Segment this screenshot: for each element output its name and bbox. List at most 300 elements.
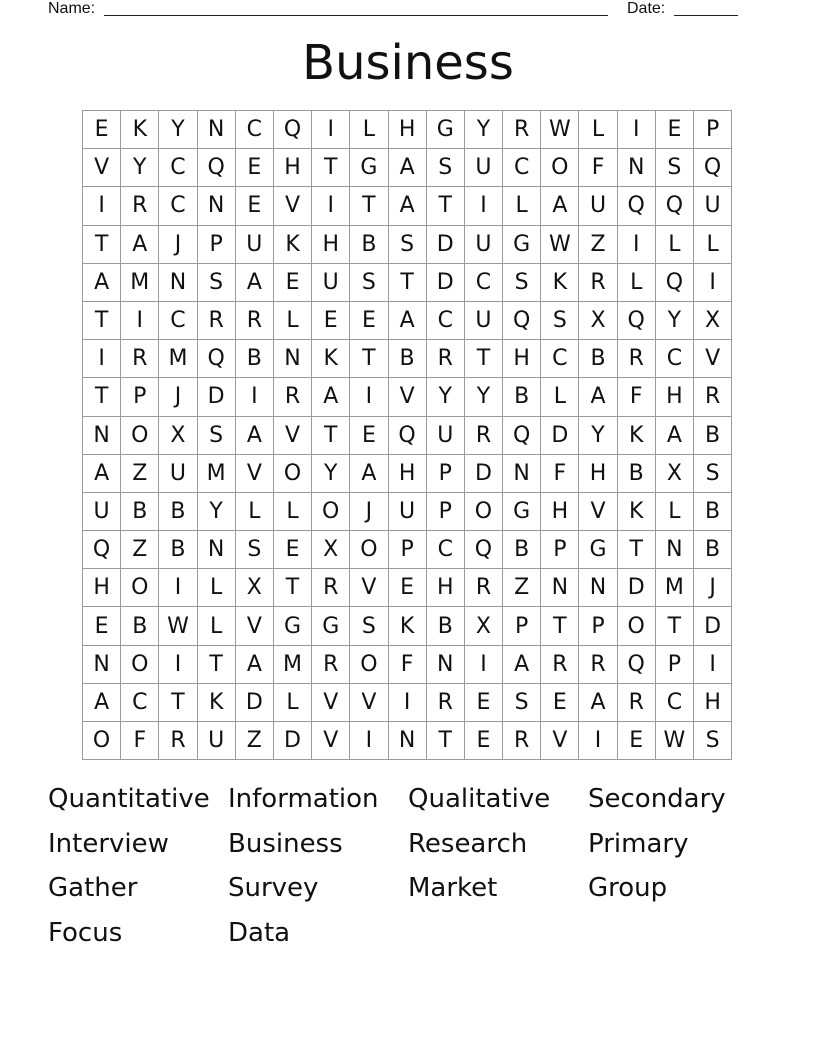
grid-cell[interactable]: D (274, 722, 312, 760)
grid-cell[interactable]: R (503, 111, 541, 149)
grid-cell[interactable]: L (350, 111, 388, 149)
grid-cell[interactable]: C (503, 149, 541, 187)
grid-cell[interactable]: X (465, 607, 503, 645)
date-label: Date: (627, 0, 666, 17)
grid-cell[interactable]: W (656, 722, 694, 760)
grid-cell[interactable]: B (503, 378, 541, 416)
grid-cell[interactable]: B (427, 607, 465, 645)
grid-cell[interactable]: C (541, 340, 579, 378)
grid-cell[interactable]: Y (198, 493, 236, 531)
grid-cell[interactable]: O (121, 569, 159, 607)
grid-cell[interactable]: A (83, 684, 121, 722)
grid-cell[interactable]: L (274, 493, 312, 531)
grid-cell[interactable]: H (312, 226, 350, 264)
grid-cell[interactable]: I (312, 187, 350, 225)
grid-cell[interactable]: J (159, 378, 197, 416)
grid-cell[interactable]: K (198, 684, 236, 722)
grid-cell[interactable]: V (541, 722, 579, 760)
grid-cell[interactable]: J (159, 226, 197, 264)
grid-cell[interactable]: T (465, 340, 503, 378)
grid-cell[interactable]: P (579, 607, 617, 645)
grid-cell[interactable]: R (618, 340, 656, 378)
grid-cell[interactable]: X (579, 302, 617, 340)
grid-cell[interactable]: D (694, 607, 732, 645)
grid-cell[interactable]: S (656, 149, 694, 187)
grid-cell[interactable]: I (618, 226, 656, 264)
grid-cell[interactable]: R (274, 378, 312, 416)
grid-cell[interactable]: V (579, 493, 617, 531)
grid-cell[interactable]: B (121, 607, 159, 645)
grid-cell[interactable]: P (541, 531, 579, 569)
grid-cell[interactable]: D (198, 378, 236, 416)
grid-cell[interactable]: Z (121, 531, 159, 569)
grid-cell[interactable]: E (83, 607, 121, 645)
grid-cell[interactable]: U (694, 187, 732, 225)
word-bank-item: Focus (48, 918, 123, 949)
grid-cell[interactable]: P (503, 607, 541, 645)
grid-cell[interactable]: T (427, 187, 465, 225)
grid-cell[interactable]: Y (465, 111, 503, 149)
grid-cell[interactable]: K (312, 340, 350, 378)
grid-cell[interactable]: A (312, 378, 350, 416)
grid-cell[interactable]: W (159, 607, 197, 645)
grid-cell[interactable]: A (236, 646, 274, 684)
grid-cell[interactable]: E (350, 417, 388, 455)
grid-cell[interactable]: T (83, 226, 121, 264)
grid-cell[interactable]: A (389, 187, 427, 225)
grid-cell[interactable]: K (618, 417, 656, 455)
grid-cell[interactable]: S (541, 302, 579, 340)
grid-cell[interactable]: O (83, 722, 121, 760)
grid-cell[interactable]: I (83, 187, 121, 225)
grid-cell[interactable]: E (274, 531, 312, 569)
grid-cell[interactable]: H (541, 493, 579, 531)
grid-cell[interactable]: I (465, 187, 503, 225)
grid-cell[interactable]: Y (465, 378, 503, 416)
grid-cell[interactable]: E (350, 302, 388, 340)
grid-cell[interactable]: Y (656, 302, 694, 340)
grid-cell[interactable]: T (274, 569, 312, 607)
grid-cell[interactable]: R (579, 646, 617, 684)
grid-cell[interactable]: J (350, 493, 388, 531)
word-bank-item: Business (228, 828, 343, 859)
grid-cell[interactable]: C (427, 302, 465, 340)
grid-cell[interactable]: O (465, 493, 503, 531)
grid-cell[interactable]: T (83, 378, 121, 416)
grid-cell[interactable]: I (159, 646, 197, 684)
grid-cell[interactable]: H (656, 378, 694, 416)
grid-cell[interactable]: Q (198, 340, 236, 378)
grid-cell[interactable]: V (350, 569, 388, 607)
word-bank-item: Interview (48, 828, 169, 859)
grid-cell[interactable]: Q (198, 149, 236, 187)
grid-cell[interactable]: D (618, 569, 656, 607)
grid-cell[interactable]: L (198, 607, 236, 645)
grid-cell[interactable]: G (503, 493, 541, 531)
grid-cell[interactable]: C (656, 684, 694, 722)
grid-cell[interactable]: Q (83, 531, 121, 569)
grid-cell[interactable]: S (503, 684, 541, 722)
grid-cell[interactable]: B (618, 455, 656, 493)
grid-cell[interactable]: A (350, 455, 388, 493)
grid-cell[interactable]: U (465, 149, 503, 187)
grid-cell[interactable]: B (236, 340, 274, 378)
grid-cell[interactable]: R (541, 646, 579, 684)
grid-cell[interactable]: H (427, 569, 465, 607)
grid-cell[interactable]: O (121, 646, 159, 684)
grid-cell[interactable]: C (656, 340, 694, 378)
word-bank-item: Data (228, 918, 291, 949)
grid-cell[interactable]: O (350, 531, 388, 569)
grid-cell[interactable]: K (618, 493, 656, 531)
grid-cell[interactable]: N (198, 531, 236, 569)
word-bank-item: Secondary (588, 784, 726, 814)
grid-cell[interactable]: T (83, 302, 121, 340)
grid-cell[interactable]: R (198, 302, 236, 340)
grid-cell[interactable]: D (541, 417, 579, 455)
grid-cell[interactable]: R (121, 340, 159, 378)
grid-cell[interactable]: L (618, 264, 656, 302)
grid-cell[interactable]: T (389, 264, 427, 302)
name-blank-line[interactable] (104, 15, 608, 16)
grid-cell[interactable]: V (312, 684, 350, 722)
grid-cell[interactable]: Q (465, 531, 503, 569)
grid-cell[interactable]: E (465, 722, 503, 760)
grid-cell[interactable]: B (389, 340, 427, 378)
grid-cell[interactable]: A (579, 378, 617, 416)
grid-cell[interactable]: S (503, 264, 541, 302)
grid-cell[interactable]: I (350, 722, 388, 760)
grid-cell[interactable]: C (159, 149, 197, 187)
grid-cell[interactable]: P (121, 378, 159, 416)
grid-cell[interactable]: F (121, 722, 159, 760)
grid-cell[interactable]: U (198, 722, 236, 760)
date-blank-line[interactable] (674, 15, 738, 16)
grid-cell[interactable]: Q (618, 187, 656, 225)
grid-cell[interactable]: W (541, 111, 579, 149)
grid-cell[interactable]: T (618, 531, 656, 569)
grid-cell[interactable]: M (274, 646, 312, 684)
grid-cell[interactable]: O (541, 149, 579, 187)
grid-cell[interactable]: E (389, 569, 427, 607)
grid-cell[interactable]: M (656, 569, 694, 607)
grid-cell[interactable]: N (159, 264, 197, 302)
grid-cell[interactable]: A (389, 302, 427, 340)
grid-cell[interactable]: N (579, 569, 617, 607)
grid-cell[interactable]: G (274, 607, 312, 645)
grid-cell[interactable]: Y (579, 417, 617, 455)
grid-cell[interactable]: U (236, 226, 274, 264)
grid-cell[interactable]: Q (389, 417, 427, 455)
grid-cell[interactable]: Q (694, 149, 732, 187)
grid-cell[interactable]: N (427, 646, 465, 684)
grid-cell[interactable]: R (236, 302, 274, 340)
grid-cell[interactable]: E (312, 302, 350, 340)
grid-cell[interactable]: L (579, 111, 617, 149)
grid-cell[interactable]: A (121, 226, 159, 264)
grid-cell[interactable]: R (121, 187, 159, 225)
grid-cell[interactable]: R (465, 569, 503, 607)
grid-cell[interactable]: F (618, 378, 656, 416)
grid-cell[interactable]: N (389, 722, 427, 760)
grid-cell[interactable]: E (236, 187, 274, 225)
grid-cell[interactable]: I (312, 111, 350, 149)
grid-cell[interactable]: R (312, 646, 350, 684)
grid-cell[interactable]: I (694, 264, 732, 302)
grid-cell[interactable]: X (236, 569, 274, 607)
grid-cell[interactable]: C (121, 684, 159, 722)
grid-cell[interactable]: V (694, 340, 732, 378)
grid-cell[interactable]: L (274, 302, 312, 340)
grid-cell[interactable]: S (350, 264, 388, 302)
grid-cell[interactable]: O (312, 493, 350, 531)
grid-cell[interactable]: C (236, 111, 274, 149)
grid-cell[interactable]: I (350, 378, 388, 416)
grid-cell[interactable]: V (236, 455, 274, 493)
grid-cell[interactable]: X (159, 417, 197, 455)
grid-cell[interactable]: Z (579, 226, 617, 264)
grid-cell[interactable]: K (541, 264, 579, 302)
grid-cell[interactable]: C (159, 302, 197, 340)
grid-cell[interactable]: G (350, 149, 388, 187)
grid-cell[interactable]: L (198, 569, 236, 607)
grid-cell[interactable]: E (541, 684, 579, 722)
grid-cell[interactable]: K (389, 607, 427, 645)
grid-cell[interactable]: I (159, 569, 197, 607)
word-bank-item: Group (588, 873, 668, 904)
grid-cell[interactable]: L (656, 493, 694, 531)
grid-cell[interactable]: A (389, 149, 427, 187)
grid-cell[interactable]: B (503, 531, 541, 569)
grid-cell[interactable]: P (198, 226, 236, 264)
grid-cell[interactable]: A (236, 417, 274, 455)
grid-cell[interactable]: I (121, 302, 159, 340)
grid-cell[interactable]: D (465, 455, 503, 493)
grid-cell[interactable]: T (350, 187, 388, 225)
grid-cell[interactable]: V (274, 187, 312, 225)
grid-cell[interactable]: V (350, 684, 388, 722)
grid-cell[interactable]: I (83, 340, 121, 378)
grid-cell[interactable]: Z (503, 569, 541, 607)
grid-cell[interactable]: K (274, 226, 312, 264)
grid-cell[interactable]: I (236, 378, 274, 416)
grid-cell[interactable]: H (389, 111, 427, 149)
grid-cell[interactable]: B (121, 493, 159, 531)
grid-cell[interactable]: Q (618, 302, 656, 340)
grid-cell[interactable]: S (694, 455, 732, 493)
grid-cell[interactable]: X (312, 531, 350, 569)
grid-cell[interactable]: U (83, 493, 121, 531)
grid-cell[interactable]: Q (503, 302, 541, 340)
grid-cell[interactable]: Q (656, 187, 694, 225)
grid-cell[interactable]: X (694, 302, 732, 340)
grid-cell[interactable]: P (427, 455, 465, 493)
grid-cell[interactable]: M (198, 455, 236, 493)
grid-cell[interactable]: H (83, 569, 121, 607)
grid-cell[interactable]: F (579, 149, 617, 187)
grid-cell[interactable]: Q (274, 111, 312, 149)
grid-cell[interactable]: E (618, 722, 656, 760)
grid-cell[interactable]: S (350, 607, 388, 645)
grid-cell[interactable]: Y (159, 111, 197, 149)
grid-cell[interactable]: E (274, 264, 312, 302)
grid-cell[interactable]: N (83, 417, 121, 455)
grid-cell[interactable]: A (83, 455, 121, 493)
grid-cell[interactable]: H (503, 340, 541, 378)
grid-cell[interactable]: O (350, 646, 388, 684)
grid-cell[interactable]: V (83, 149, 121, 187)
grid-cell[interactable]: V (389, 378, 427, 416)
grid-cell[interactable]: C (465, 264, 503, 302)
grid-cell[interactable]: Q (656, 264, 694, 302)
grid-cell[interactable]: T (350, 340, 388, 378)
grid-cell[interactable]: U (579, 187, 617, 225)
grid-cell[interactable]: A (656, 417, 694, 455)
word-bank (48, 780, 768, 959)
grid-cell[interactable]: I (465, 646, 503, 684)
grid-cell[interactable]: I (389, 684, 427, 722)
grid-cell[interactable]: L (541, 378, 579, 416)
grid-cell[interactable]: B (579, 340, 617, 378)
grid-cell[interactable]: U (465, 302, 503, 340)
grid-cell[interactable]: R (159, 722, 197, 760)
grid-cell[interactable]: G (427, 111, 465, 149)
grid-cell[interactable]: Z (121, 455, 159, 493)
grid-cell[interactable]: H (389, 455, 427, 493)
grid-cell[interactable]: P (656, 646, 694, 684)
grid-cell[interactable]: J (694, 569, 732, 607)
grid-cell[interactable]: Z (236, 722, 274, 760)
grid-cell[interactable]: V (274, 417, 312, 455)
grid-cell[interactable]: D (236, 684, 274, 722)
grid-cell[interactable]: C (159, 187, 197, 225)
grid-cell[interactable]: N (656, 531, 694, 569)
grid-cell[interactable]: Q (618, 646, 656, 684)
grid-cell[interactable]: K (121, 111, 159, 149)
grid-cell[interactable]: Y (312, 455, 350, 493)
grid-cell[interactable]: Y (427, 378, 465, 416)
grid-cell[interactable]: T (541, 607, 579, 645)
grid-cell[interactable]: B (694, 417, 732, 455)
grid-cell[interactable]: N (198, 187, 236, 225)
grid-cell[interactable]: E (83, 111, 121, 149)
grid-cell[interactable]: S (389, 226, 427, 264)
grid-cell[interactable]: N (274, 340, 312, 378)
grid-cell[interactable]: R (694, 378, 732, 416)
grid-cell[interactable]: Q (503, 417, 541, 455)
grid-cell[interactable]: S (236, 531, 274, 569)
grid-cell[interactable]: H (579, 455, 617, 493)
grid-cell[interactable]: R (312, 569, 350, 607)
grid-cell[interactable]: V (312, 722, 350, 760)
grid-cell[interactable]: T (427, 722, 465, 760)
grid-cell[interactable]: I (694, 646, 732, 684)
grid-cell[interactable]: L (656, 226, 694, 264)
grid-cell[interactable]: S (198, 264, 236, 302)
grid-cell[interactable]: B (694, 493, 732, 531)
grid-cell[interactable]: U (312, 264, 350, 302)
grid-cell[interactable]: U (159, 455, 197, 493)
grid-cell[interactable]: R (427, 684, 465, 722)
grid-cell[interactable]: F (389, 646, 427, 684)
grid-cell[interactable]: W (541, 226, 579, 264)
grid-cell[interactable]: R (579, 264, 617, 302)
grid-cell[interactable]: I (618, 111, 656, 149)
grid-cell[interactable]: P (427, 493, 465, 531)
grid-cell[interactable]: M (159, 340, 197, 378)
grid-cell[interactable]: U (427, 417, 465, 455)
grid-cell[interactable]: N (83, 646, 121, 684)
grid-cell[interactable]: C (427, 531, 465, 569)
grid-cell[interactable]: B (350, 226, 388, 264)
grid-cell[interactable]: N (618, 149, 656, 187)
grid-cell[interactable]: I (579, 722, 617, 760)
grid-cell[interactable]: A (236, 264, 274, 302)
grid-cell[interactable]: A (503, 646, 541, 684)
grid-cell[interactable]: U (465, 226, 503, 264)
grid-cell[interactable]: A (541, 187, 579, 225)
grid-cell[interactable]: S (694, 722, 732, 760)
grid-cell[interactable]: D (427, 264, 465, 302)
grid-cell[interactable]: A (83, 264, 121, 302)
grid-cell[interactable]: L (503, 187, 541, 225)
grid-cell[interactable]: E (656, 111, 694, 149)
grid-cell[interactable]: U (389, 493, 427, 531)
grid-cell[interactable]: O (618, 607, 656, 645)
grid-cell[interactable]: G (503, 226, 541, 264)
grid-cell[interactable]: H (694, 684, 732, 722)
grid-cell[interactable]: N (198, 111, 236, 149)
grid-cell[interactable]: H (274, 149, 312, 187)
grid-cell[interactable]: F (541, 455, 579, 493)
grid-cell[interactable]: M (121, 264, 159, 302)
grid-cell[interactable]: T (312, 417, 350, 455)
grid-cell[interactable]: E (465, 684, 503, 722)
grid-cell[interactable]: B (159, 531, 197, 569)
grid-cell[interactable]: R (618, 684, 656, 722)
grid-cell[interactable]: N (541, 569, 579, 607)
grid-cell[interactable]: O (274, 455, 312, 493)
grid-cell[interactable]: R (503, 722, 541, 760)
grid-cell[interactable]: N (503, 455, 541, 493)
grid-cell[interactable]: R (427, 340, 465, 378)
grid-cell[interactable]: T (656, 607, 694, 645)
grid-cell[interactable]: S (198, 417, 236, 455)
grid-cell[interactable]: T (159, 684, 197, 722)
grid-cell[interactable]: X (656, 455, 694, 493)
grid-cell[interactable]: V (236, 607, 274, 645)
grid-cell[interactable]: A (579, 684, 617, 722)
grid-cell[interactable]: P (694, 111, 732, 149)
word-bank-item: Qualitative (408, 784, 551, 814)
grid-cell[interactable]: L (236, 493, 274, 531)
grid-cell[interactable]: B (159, 493, 197, 531)
grid-cell[interactable]: E (236, 149, 274, 187)
grid-cell[interactable]: Y (121, 149, 159, 187)
grid-cell[interactable]: R (465, 417, 503, 455)
grid-cell[interactable]: D (427, 226, 465, 264)
grid-cell[interactable]: O (121, 417, 159, 455)
grid-cell[interactable]: B (694, 531, 732, 569)
grid-cell[interactable]: G (579, 531, 617, 569)
grid-cell[interactable]: T (198, 646, 236, 684)
grid-cell[interactable]: G (312, 607, 350, 645)
grid-cell[interactable]: S (427, 149, 465, 187)
grid-cell[interactable]: L (694, 226, 732, 264)
grid-cell[interactable]: T (312, 149, 350, 187)
grid-cell[interactable]: P (389, 531, 427, 569)
grid-cell[interactable]: L (274, 684, 312, 722)
